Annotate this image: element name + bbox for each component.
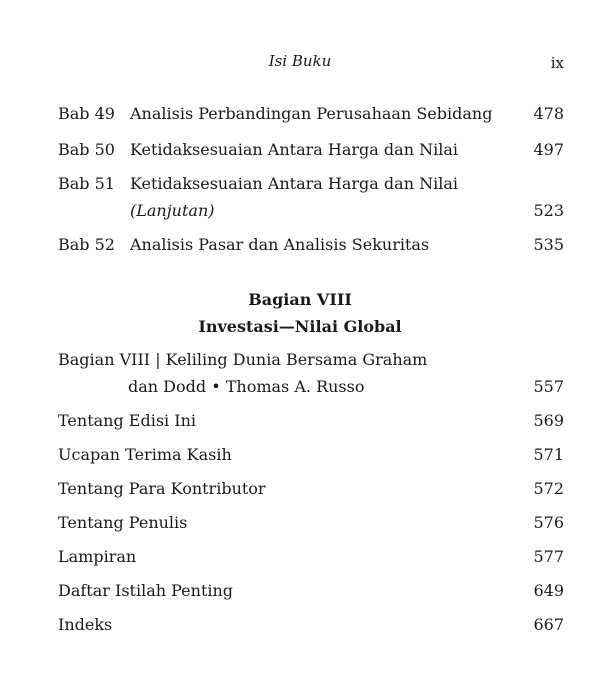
chapter-page: 523 [533, 201, 564, 220]
entry-page: 577 [533, 547, 564, 566]
essay-title-continued: dan Dodd • Thomas A. Russo [128, 377, 365, 396]
chapter-title: Ketidaksesuaian Antara Harga dan Nilai [130, 140, 458, 159]
chapter-label: Bab 52 [58, 235, 115, 254]
chapter-page: 478 [533, 104, 564, 123]
entry-title: Ucapan Terima Kasih [58, 445, 232, 464]
entry-title: Tentang Penulis [58, 513, 188, 532]
chapter-title: Analisis Pasar dan Analisis Sekuritas [130, 235, 430, 254]
entry-page: 572 [533, 479, 564, 498]
chapter-title: Analisis Perbandingan Perusahaan Sebidang [130, 104, 493, 123]
entry-page: 571 [533, 445, 564, 464]
chapter-page: 535 [533, 235, 564, 254]
chapter-label: Bab 51 [58, 174, 115, 193]
running-title: Isi Buku [268, 52, 332, 70]
part-subheading: Investasi—Nilai Global [198, 317, 402, 336]
entry-page: 576 [533, 513, 564, 532]
chapter-title: Ketidaksesuaian Antara Harga dan Nilai [130, 174, 458, 193]
essay-title: Bagian VIII | Keliling Dunia Bersama Graham [58, 350, 428, 369]
chapter-page: 497 [533, 140, 564, 159]
entry-page: 569 [533, 411, 564, 430]
chapter-label: Bab 49 [58, 104, 115, 123]
chapter-title-continued: (Lanjutan) [130, 201, 215, 220]
part-heading: Bagian VIII [248, 290, 352, 309]
entry-title: Indeks [58, 615, 113, 634]
entry-title: Lampiran [58, 547, 137, 566]
entry-page: 649 [533, 581, 564, 600]
entry-title: Daftar Istilah Penting [58, 581, 234, 600]
page-number: ix [550, 54, 564, 72]
entry-page: 667 [533, 615, 564, 634]
entry-title: Tentang Edisi Ini [58, 411, 196, 430]
essay-page: 557 [533, 377, 564, 396]
chapter-label: Bab 50 [58, 140, 115, 159]
entry-title: Tentang Para Kontributor [58, 479, 266, 498]
